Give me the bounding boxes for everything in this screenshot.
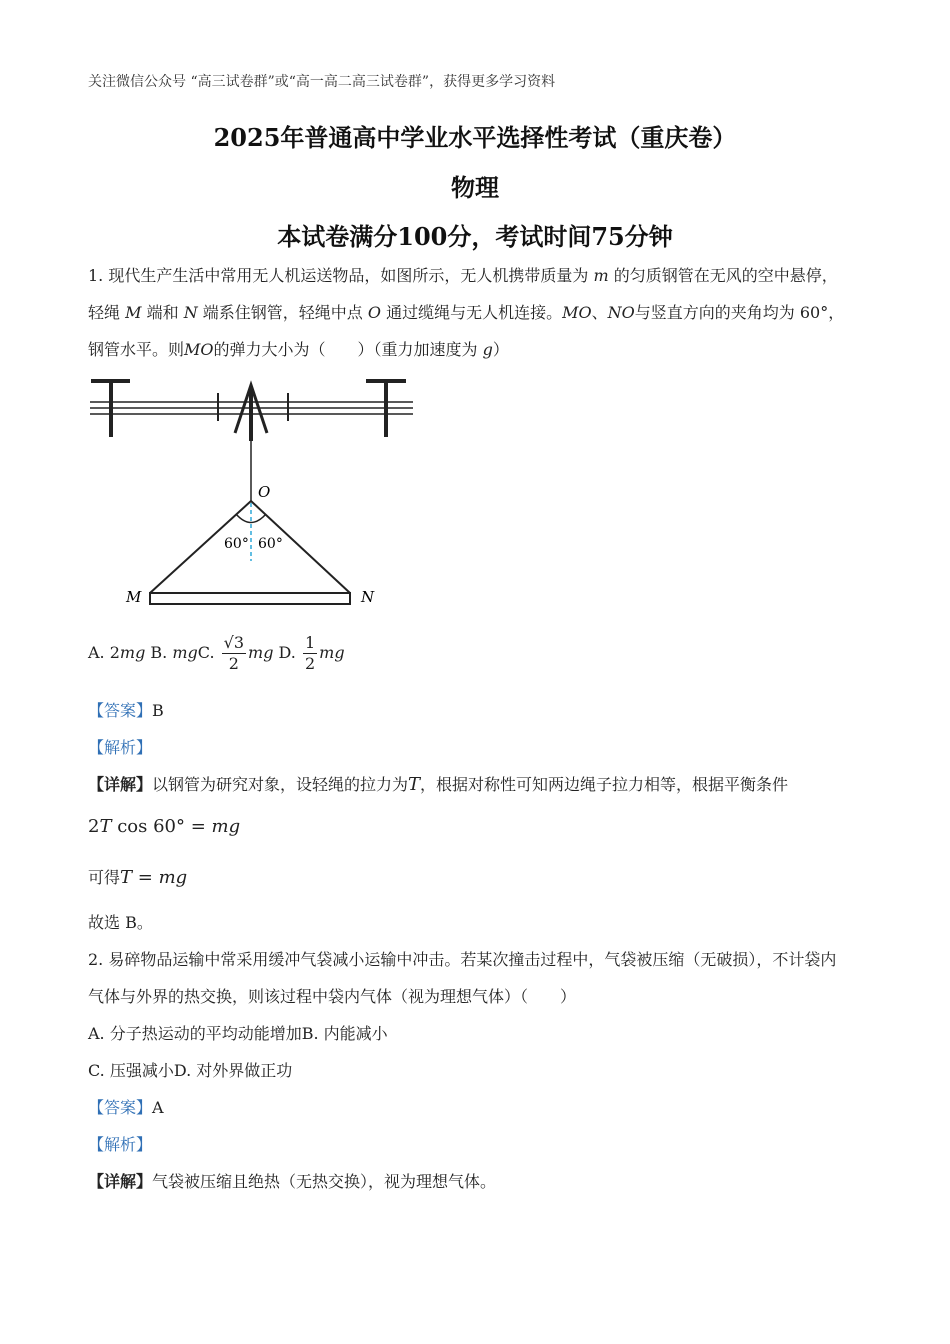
q1-answer: 【答案】B bbox=[88, 701, 164, 720]
q1-line3: 钢管水平。则MO的弹力大小为（ ）（重力加速度为 g） bbox=[88, 340, 509, 359]
label-angle-left: 60° bbox=[224, 536, 249, 552]
q2-options-ab: A. 分子热运动的平均动能增加B. 内能减小 bbox=[88, 1024, 388, 1043]
label-angle-right: 60° bbox=[258, 536, 283, 552]
subject-title: 物理 bbox=[451, 173, 499, 202]
label-O: O bbox=[258, 483, 271, 501]
q1-detail: 【详解】以钢管为研究对象，设轻绳的拉力为T，根据对称性可知两边绳子拉力相等，根据平衡条件 bbox=[88, 774, 789, 795]
equation-1: 2T cos 60° = mg bbox=[88, 816, 241, 837]
q1-line1: 1. 现代生产生活中常用无人机运送物品，如图所示，无人机携带质量为 m 的匀质钢管在无风的空中悬停， bbox=[88, 266, 838, 285]
drone-figure bbox=[88, 375, 418, 615]
q1-conclusion: 故选 B。 bbox=[88, 913, 153, 932]
exam-title: 2025年普通高中学业水平选择性考试（重庆卷） bbox=[213, 123, 737, 152]
label-M: M bbox=[126, 588, 142, 606]
frac-C: $\frac{√3}{2}$ bbox=[223, 633, 245, 673]
frac-D: $\frac{1}{2}$ bbox=[304, 633, 316, 673]
q1-line2: 轻绳 M 端和 N 端系住钢管，轻绳中点 O 通过缆绳与无人机连接。MO、NO与竖直方向的夹角均为 60°， bbox=[88, 303, 845, 322]
exam-info: 本试卷满分100分，考试时间75分钟 bbox=[277, 222, 673, 251]
q1-options: A. 2mg B. mgC. $\frac{√3}{2}$ mg D. $\frac{1}{2}$ mg bbox=[88, 633, 345, 673]
q2-line1: 2. 易碎物品运输中常采用缓冲气袋减小运输中冲击。若某次撞击过程中，气袋被压缩（无破损），不计袋内 bbox=[88, 950, 837, 969]
label-N: N bbox=[361, 588, 375, 606]
q2-detail: 【详解】气袋被压缩且绝热（无热交换），视为理想气体。 bbox=[88, 1172, 497, 1191]
q1-analysis: 【解析】 bbox=[88, 738, 153, 757]
q2-line2: 气体与外界的热交换，则该过程中袋内气体（视为理想气体）（ ） bbox=[88, 987, 577, 1006]
equation-2: 可得T = mg bbox=[88, 867, 188, 888]
steel-pipe bbox=[150, 593, 350, 604]
q2-options-cd: C. 压强减小D. 对外界做正功 bbox=[88, 1061, 293, 1080]
q2-answer: 【答案】A bbox=[88, 1098, 164, 1117]
header-note: 关注微信公众号 “高三试卷群”或“高一高二高三试卷群”，获得更多学习资料 bbox=[88, 74, 556, 90]
q2-analysis: 【解析】 bbox=[88, 1135, 153, 1154]
